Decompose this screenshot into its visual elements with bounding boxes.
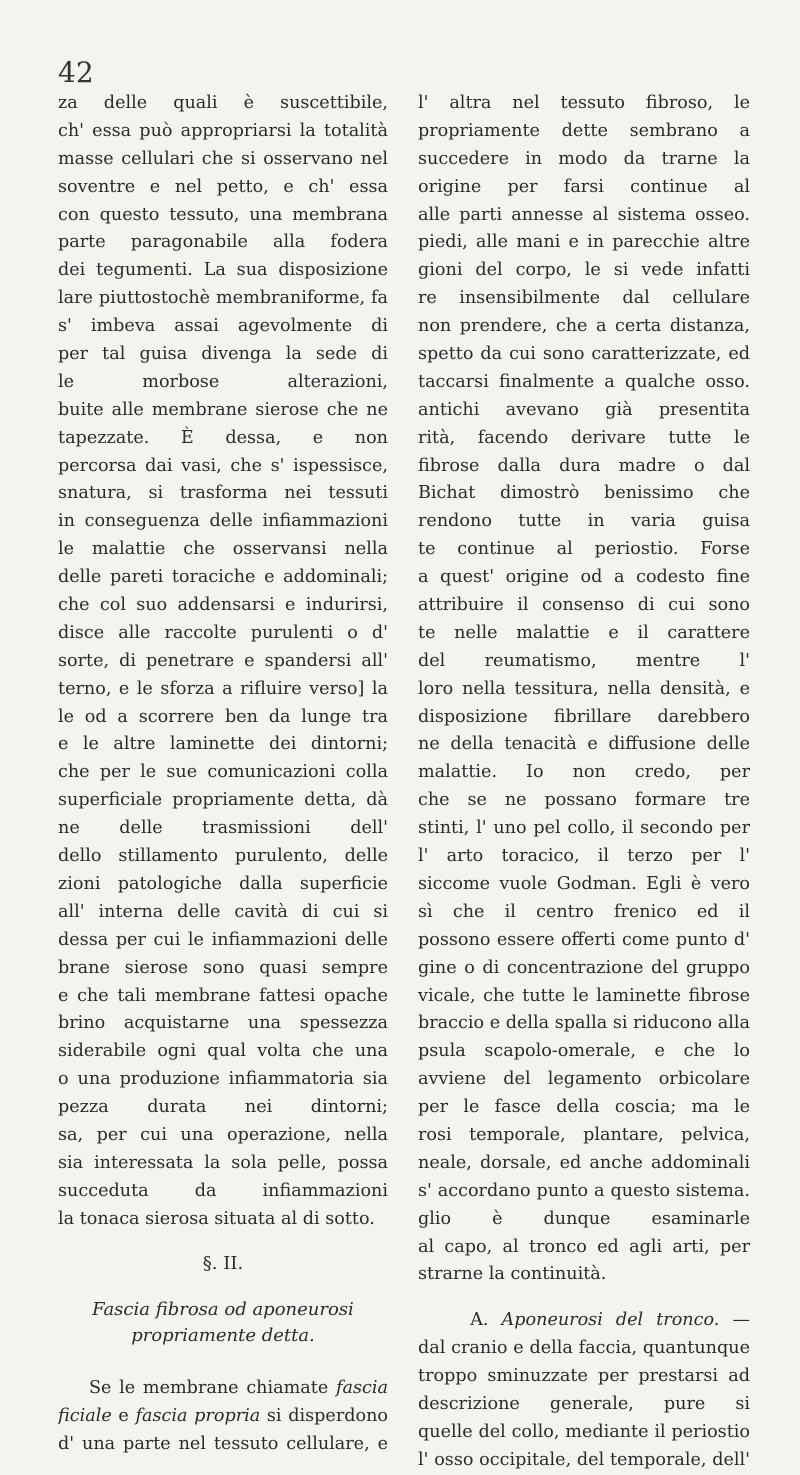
text-line: dal cranio e della faccia, quantunque <box>418 1338 750 1359</box>
text-line: con questo tessuto, una membrana <box>58 204 388 225</box>
text-line: sia interessata la sola pelle, possa <box>58 1152 388 1173</box>
text-line: taccarsi finalmente a qualche osso. <box>418 371 750 392</box>
text-line: e le altre laminette dei dintorni; <box>58 734 388 755</box>
text-line: neale, dorsale, ed anche addominali <box>418 1152 750 1173</box>
text-line: possono essere offerti come punto d' <box>418 929 750 950</box>
text-line: attribuire il consenso di cui sono <box>418 595 750 616</box>
text-line: propriamente dette sembrano a <box>418 120 750 141</box>
text-line: parte paragonabile alla fodera <box>58 232 388 253</box>
text-line: re insensibilmente dal cellulare <box>418 288 750 309</box>
text-line: siccome vuole Godman. Egli è vero <box>418 873 750 894</box>
text-line: per le fasce della coscia; ma le <box>418 1097 750 1118</box>
text-line: disce alle raccolte purulenti o d' <box>58 622 388 643</box>
text-line: te continue al periostio. Forse <box>418 539 750 560</box>
section-heading-line-2: propriamente detta. <box>131 1325 315 1347</box>
text-line: pezza durata nei dintorni; <box>58 1097 388 1118</box>
left-paragraph-2 <box>58 1375 388 1459</box>
text-line: s' accordano punto a questo sistema. <box>418 1180 750 1201</box>
text-line: antichi avevano già presentita <box>418 399 750 420</box>
text-line: dello stillamento purulento, delle <box>58 846 388 867</box>
text-line: tapezzate. È dessa, e non <box>58 427 388 448</box>
text-line: avviene del legamento orbicolare <box>418 1069 750 1090</box>
text-line: piedi, alle mani e in parecchie altre <box>418 232 750 253</box>
text-line: snatura, si trasforma nei tessuti <box>58 483 388 504</box>
text-line: soventre e nel petto, e ch' essa <box>58 176 388 197</box>
text-line: te nelle malattie e il carattere <box>418 622 750 643</box>
text-line: dei tegumenti. La sua disposizione <box>58 260 388 281</box>
page-number: 42 <box>58 56 94 89</box>
text-line: succedere in modo da trarne la <box>418 148 750 169</box>
section-heading-line-1: Fascia fibrosa od aponeurosi <box>92 1299 354 1321</box>
text-line: a quest' origine od a codesto fine <box>418 567 750 588</box>
text-line: superficiale propriamente detta, dà <box>58 790 388 811</box>
text-line: l' arto toracico, il terzo per l' <box>418 846 750 867</box>
text-line: d' una parte nel tessuto cellulare, e <box>58 1434 388 1455</box>
text-line: ne della tenacità e diffusione delle <box>418 734 750 755</box>
text-line: Se le membrane chiamate fascia <box>88 1378 388 1399</box>
text-line: fibrose dalla dura madre o dal <box>418 455 750 476</box>
right-paragraph-2 <box>418 1307 750 1474</box>
text-line: o una produzione infiammatoria sia <box>58 1069 388 1090</box>
text-line: zioni patologiche dalla superficie <box>58 873 388 894</box>
text-line: s' imbeva assai agevolmente di <box>58 316 388 337</box>
text-line: percorsa dai vasi, che s' ispessisce, <box>58 455 388 476</box>
text-line: non prendere, che a certa distanza, <box>418 316 750 337</box>
text-line: siderabile ogni qual volta che una <box>58 1041 388 1062</box>
text-line: delle pareti toraciche e addominali; <box>58 567 388 588</box>
text-line: in conseguenza delle infiammazioni <box>58 511 388 532</box>
text-line: glio è dunque esaminarle <box>418 1208 750 1229</box>
text-line: rità, facendo derivare tutte le <box>418 427 750 448</box>
text-line: rendono tutte in varia guisa <box>418 511 750 532</box>
text-line: ne delle trasmissioni dell' <box>58 818 388 839</box>
text-line: vicale, che tutte le laminette fibrose <box>418 985 750 1006</box>
text-line: al capo, al tronco ed agli arti, per <box>418 1236 750 1257</box>
text-line: malattie. Io non credo, per <box>418 762 750 783</box>
text-line: troppo sminuzzate per prestarsi ad <box>418 1366 750 1387</box>
text-line: lare piuttostochè membraniforme, fa <box>58 288 388 309</box>
text-line: disposizione fibrillare darebbero <box>418 706 750 727</box>
section-mark: §. II. <box>202 1252 244 1274</box>
text-line: le od a scorrere ben da lunge tra <box>58 706 388 727</box>
text-line: la tonaca sierosa situata al di sotto. <box>58 1208 375 1229</box>
left-column <box>58 90 388 1459</box>
text-line: quelle del collo, mediante il periostio <box>418 1421 750 1442</box>
text-line: succeduta da infiammazioni <box>58 1180 388 1201</box>
text-line: psula scapolo-omerale, e che lo <box>418 1041 750 1062</box>
text-line: masse cellulari che si osservano nel <box>58 148 388 169</box>
left-paragraph-1 <box>58 90 388 1234</box>
text-line: l' osso occipitale, del temporale, dell' <box>418 1449 750 1470</box>
right-column <box>418 90 750 1475</box>
text-line: descrizione generale, pure si <box>418 1393 750 1414</box>
right-paragraph-1 <box>418 90 750 1289</box>
text-line: per tal guisa divenga la sede di <box>58 344 388 365</box>
text-line: che se ne possano formare tre <box>418 790 750 811</box>
text-line: buite alle membrane sierose che ne <box>58 399 388 420</box>
text-line: loro nella tessitura, nella densità, e <box>418 678 750 699</box>
text-line: ficiale e fascia propria si disperdono <box>58 1406 388 1427</box>
text-line: le malattie che osservansi nella <box>58 539 388 560</box>
text-line: che col suo addensarsi e indurirsi, <box>58 595 388 616</box>
text-line: ch' essa può appropriarsi la totalità <box>58 120 388 141</box>
text-line: A. Aponeurosi del tronco. — <box>470 1310 750 1331</box>
text-line: le morbose alterazioni, <box>58 371 388 392</box>
text-line: brane sierose sono quasi sempre <box>58 957 388 978</box>
text-line: Bichat dimostrò benissimo che <box>418 483 750 504</box>
text-line: spetto da cui sono caratterizzate, ed <box>418 344 750 365</box>
text-line: del reumatismo, mentre l' <box>418 650 750 671</box>
text-line: che per le sue comunicazioni colla <box>58 762 388 783</box>
text-line: sorte, di penetrare e spandersi all' <box>58 650 388 671</box>
text-line: terno, e le sforza a rifluire verso] la <box>58 678 388 699</box>
text-line: gioni del corpo, le si vede infatti <box>418 260 750 281</box>
text-line: l' altra nel tessuto fibroso, le <box>418 93 750 113</box>
text-line: strarne la continuità. <box>418 1264 607 1285</box>
text-line: stinti, l' uno pel collo, il secondo per <box>418 818 750 839</box>
text-line: sa, per cui una operazione, nella <box>58 1124 388 1145</box>
text-line: sì che il centro frenico ed il <box>418 901 750 922</box>
text-line: gine o di concentrazione del gruppo <box>418 957 750 978</box>
text-line: all' interna delle cavità di cui si <box>58 901 388 922</box>
text-line: rosi temporale, plantare, pelvica, <box>418 1124 750 1145</box>
text-line: brino acquistarne una spessezza <box>58 1013 388 1034</box>
text-line: origine per farsi continue al <box>418 176 750 197</box>
text-line: za delle quali è suscettibile, <box>58 93 388 113</box>
text-line: braccio e della spalla si riducono alla <box>418 1013 750 1034</box>
text-line: e che tali membrane fattesi opache <box>58 985 388 1006</box>
text-line: alle parti annesse al sistema osseo. <box>418 204 750 225</box>
text-line: dessa per cui le infiammazioni delle <box>58 929 388 950</box>
